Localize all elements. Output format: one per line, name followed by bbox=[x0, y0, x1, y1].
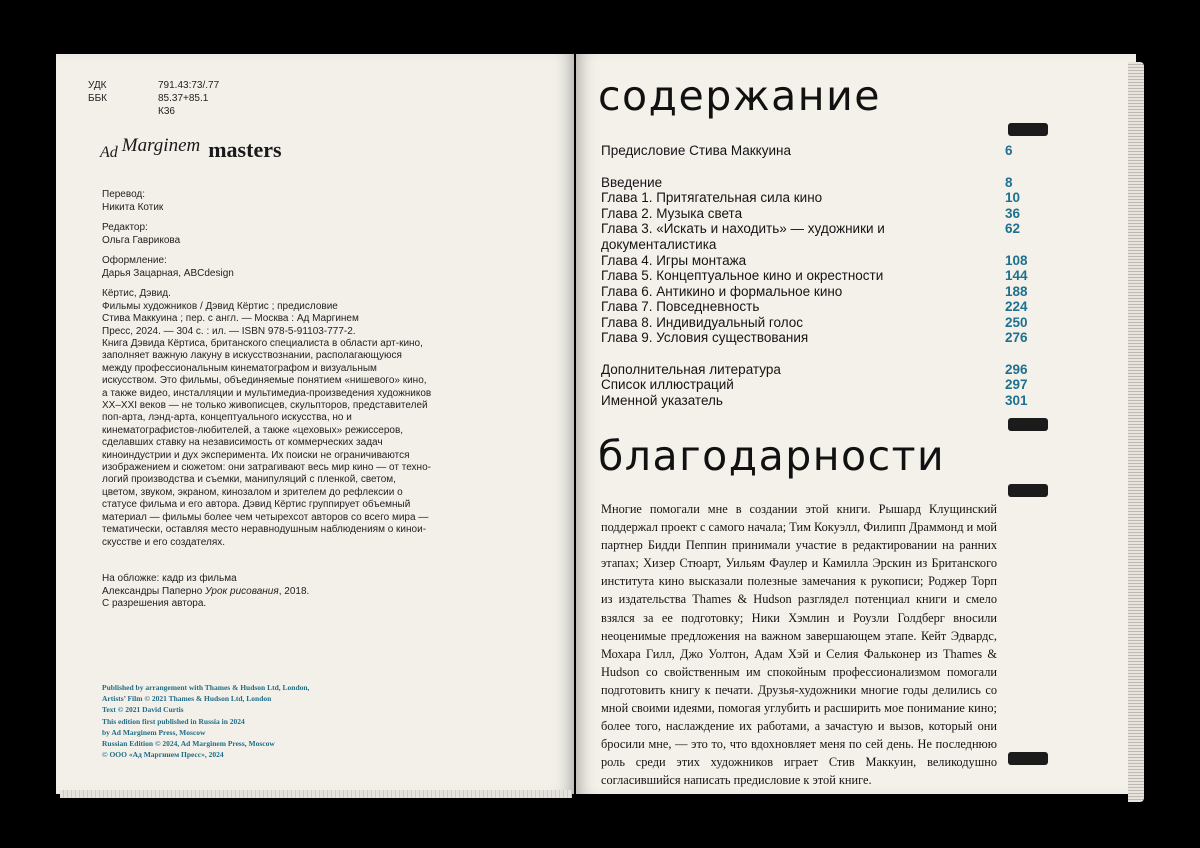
toc-title: Глава 6. Антикино и формальное кино bbox=[601, 284, 843, 299]
toc-title: Глава 5. Концептуальное кино и окрестности bbox=[601, 268, 884, 283]
toc-item bbox=[601, 206, 1041, 222]
editor-name: Ольга Гаврикова bbox=[102, 234, 181, 246]
author-mark-label bbox=[88, 105, 158, 118]
cover-year: , 2018. bbox=[278, 585, 310, 597]
toc-item bbox=[601, 175, 1041, 191]
toc-item bbox=[601, 284, 1041, 300]
bib-line: Стива Маккуина ; пер. с англ. — Москва : Ад Маргинем bbox=[102, 313, 359, 324]
toc-page: 188 bbox=[1005, 284, 1028, 299]
toc-title: Глава 4. Игры монтажа bbox=[601, 253, 747, 268]
udk-label: УДК bbox=[88, 80, 107, 91]
book-annotation: Книга Дэвида Кёртиса, британского специалиста в области арт-кино, заполняет важную лакуну в искусствознании, располагающуюся между профессиональным кинематографом и визуальным искусством. Это фильмы, объединяемые понятием «нишевого» кино, а также видео, инсталляции и мультимедиа-произведения художников XX–XXI веков — не только живописцев, скульпторов, представителей поп-арта, лэнд-арта, концептуального искусства, но и кинематографистов-любителей, а также «цеховых» режиссеров, сделавших ставку на независимость от коммерческих задач киноиндустрии и дух эксперимента. Их поиски не ограничиваются изображением и сюжетом: они затрагивают весь мир кино — от технологий производства и съемки, манипуляций с пленкой, светом, цветом, звуком, экраном, кинозалом и зрителем до рефлексии о статусе фильма и его автора. Дэвид Кёртис группирует объемный материал — фильмы более чем четырехсот авторов со всего мира — тематически, оставляя место неравнодушным наблюдениям о киноискусстве и его создателях. bbox=[102, 338, 432, 548]
toc-page: 297 bbox=[1005, 377, 1028, 392]
toc-page: 6 bbox=[1005, 143, 1013, 158]
toc-item bbox=[601, 190, 1041, 206]
copyright-line: Russian Edition © 2024, Ad Marginem Press, Moscow bbox=[102, 739, 275, 749]
toc-title: Глава 7. Повседневность bbox=[601, 299, 760, 314]
copyright-line: This edition first published in Russia in 2024 bbox=[102, 716, 245, 726]
contents-heading: содержание bbox=[598, 72, 881, 120]
toc-title: Глава 9. Условия существования bbox=[601, 330, 809, 345]
copyright-line: © ООО «Ад Маргинем Пресс», 2024 bbox=[102, 750, 224, 760]
udk-value: 791.43:73/.77 bbox=[158, 80, 220, 91]
copyright-line: Published by arrangement with Thames & Hudson Ltd, London, bbox=[102, 683, 310, 692]
toc-item bbox=[601, 393, 1041, 409]
copyright-line: Text © 2021 David Curtis bbox=[102, 705, 184, 715]
toc-title: Список иллюстраций bbox=[601, 377, 734, 392]
right-page-edge bbox=[1128, 62, 1144, 802]
section-tab-marker bbox=[1008, 418, 1048, 431]
toc-page: 301 bbox=[1005, 393, 1028, 408]
acknowledgements-heading: благодарности bbox=[598, 432, 946, 480]
left-page-edge bbox=[60, 790, 572, 798]
editor-block bbox=[102, 222, 422, 247]
toc-page: 36 bbox=[1005, 206, 1021, 221]
toc-title: Глава 1. Притягательная сила кино bbox=[601, 190, 823, 205]
classification-codes bbox=[88, 79, 219, 118]
section-tab-marker bbox=[1008, 752, 1048, 765]
bbk-value: 85.37+85.1 bbox=[158, 93, 209, 104]
toc-page: 224 bbox=[1005, 299, 1028, 314]
bibliographic-record bbox=[102, 288, 442, 338]
cover-artist: Александры Паперно bbox=[102, 585, 206, 597]
toc-title: Глава 3. «Искать и находить» — художники и документалистика bbox=[601, 221, 885, 252]
toc-item bbox=[601, 315, 1041, 331]
copyright-block bbox=[102, 682, 309, 760]
logo-masters: masters bbox=[208, 137, 282, 162]
toc-item bbox=[601, 268, 1041, 284]
toc-page: 8 bbox=[1005, 175, 1013, 190]
toc-title: Именной указатель bbox=[601, 393, 723, 408]
toc-item bbox=[601, 253, 1041, 269]
cover-credit bbox=[102, 573, 432, 611]
translator-name: Никита Котик bbox=[102, 201, 164, 213]
toc-item bbox=[601, 377, 1041, 393]
logo-ad: Ad bbox=[100, 144, 118, 161]
editor-label: Редактор: bbox=[102, 222, 148, 233]
section-tab-marker bbox=[1008, 484, 1048, 497]
author-mark-value: К36 bbox=[158, 106, 175, 117]
toc-title: Глава 2. Музыка света bbox=[601, 206, 743, 221]
copyright-line: Artists’ Film © 2021 Thames & Hudson Ltd, London bbox=[102, 694, 272, 704]
toc-item bbox=[601, 221, 1041, 253]
section-tab-marker bbox=[1008, 123, 1048, 136]
toc-page: 62 bbox=[1005, 221, 1021, 236]
translator-block bbox=[102, 189, 422, 214]
toc-page: 276 bbox=[1005, 330, 1028, 345]
publisher-logo bbox=[100, 137, 282, 163]
copyright-line: by Ad Marginem Press, Moscow bbox=[102, 727, 206, 737]
toc-title: Предисловие Стива Маккуина bbox=[601, 143, 791, 158]
cover-credit-line: На обложке: кадр из фильма bbox=[102, 573, 237, 584]
design-block bbox=[102, 255, 422, 280]
toc-item bbox=[601, 143, 1041, 159]
cover-credit-line bbox=[102, 586, 432, 599]
bbk-label: ББК bbox=[88, 93, 107, 104]
toc-page: 144 bbox=[1005, 268, 1028, 283]
toc-page: 108 bbox=[1005, 253, 1028, 268]
toc-page: 296 bbox=[1005, 362, 1028, 377]
toc-page: 250 bbox=[1005, 315, 1028, 330]
bib-line: Фильмы художников / Дэвид Кёртис ; предисловие bbox=[102, 300, 338, 312]
cover-credit-line: С разрешения автора. bbox=[102, 598, 207, 609]
toc-item bbox=[601, 362, 1041, 378]
toc-item bbox=[601, 299, 1041, 315]
logo-marginem: Marginem bbox=[121, 135, 201, 156]
design-name: Дарья Зацарная, ABCdesign bbox=[102, 267, 234, 279]
acknowledgements-text: Многие помогали мне в создании этой книги. Рышард Клущинский поддержал проект с самого начала; Тим Кокуэлл, Филипп Драммонд и мой партнер Бидди Пеппин принимали участие в редактировании на ранних этапах; Хизер Стюарт, Уильям Фаулер и Камилла Эрскин из Британского института кино высказали полезные замечания к рукописи; Роджер Торп из издательства Thames & Hudson разглядел потенциал книги и смело взялся за ее подготовку; Ники Хэмлин и Роузли Голдберг вносили неоценимые предложения на важном завершающем этапе. Кейт Эдвардс, Мохара Гилл, Джо Уолтон, Адам Хэй и Селия Фальконер из Thames & Hudson со свойственным им спокойным профессионализмом помогали подготовить книгу к печати. Друзья-художники многие годы делились со мной своими идеями, помогая углубить и расширить мое понимание кино; более того, наслаждение их работами, а зачастую и вызов, который они бросили мне, — это то, что вдохновляет меня по сей день. Не последнюю роль среди этих художников играет Стив Маккуин, великодушно согласившийся написать предисловие к этой книге. bbox=[601, 502, 997, 788]
toc-item bbox=[601, 330, 1041, 346]
toc-title: Введение bbox=[601, 175, 663, 190]
translator-label: Перевод: bbox=[102, 189, 146, 200]
bib-line: Пресс, 2024. — 304 с. : ил. — ISBN 978-5-91103-777-2. bbox=[102, 325, 356, 337]
cover-film-title: Урок рисования bbox=[205, 585, 279, 597]
design-label: Оформление: bbox=[102, 255, 167, 266]
toc-title: Глава 8. Индивидуальный голос bbox=[601, 315, 803, 330]
toc-page: 10 bbox=[1005, 190, 1021, 205]
toc-title: Дополнительная литература bbox=[601, 362, 781, 377]
bib-line: Кёртис, Дэвид. bbox=[102, 288, 171, 299]
